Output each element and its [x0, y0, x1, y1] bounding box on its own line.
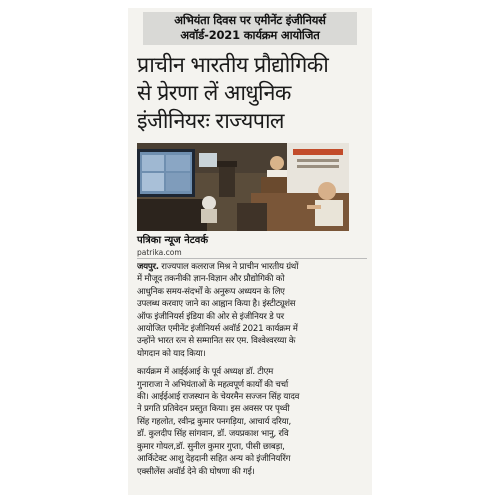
article-line: ऑफ इंजीनियर्स इंडिया की ओर से इंजीनियर डे पर — [137, 311, 284, 322]
article-line: आधुनिक समय-संदर्भों के अनुरूप अध्ययन के लिए — [137, 286, 285, 297]
news-photo — [137, 143, 349, 231]
article-paragraph-2 — [137, 366, 367, 478]
headline — [137, 52, 369, 136]
divider — [137, 258, 367, 259]
headline-line-2: से प्रेरणा लें आधुनिक — [137, 81, 291, 106]
event-photo-illustration — [137, 143, 349, 231]
kicker-line-1: अभियंता दिवस पर एमीनेंट इंजीनियर्स — [174, 13, 326, 27]
article-line: गुनाराजा ने अभियंताओं के महत्वपूर्ण कार्यों की चर्चा — [137, 379, 288, 390]
kicker-line-2: अवॉर्ड-2021 कार्यक्रम आयोजित — [180, 28, 320, 42]
article-line: ने प्रगति प्रतिवेदन प्रस्तुत किया। इस अवसर पर पृथ्वी — [137, 404, 290, 415]
article-line: सिंह गहलोत, रवीन्द्र कुमार पनगड़िया, आचार्य दरिया, — [137, 416, 291, 427]
article-line: योगदान को याद किया। — [137, 348, 206, 359]
dateline: जयपुर. — [137, 262, 159, 272]
byline: पत्रिका न्यूज नेटवर्क — [137, 235, 209, 246]
article-line: की। आईईआई राजस्थान के चेयरमैन सज्जन सिंह यादव — [137, 392, 300, 403]
article-paragraph-1 — [137, 261, 367, 360]
article-line: डॉ. कुलदीप सिंह सांगवान, डॉ. जयप्रकाश भानु, रवि — [137, 429, 289, 440]
headline-line-3: इंजीनियरः राज्यपाल — [137, 109, 284, 134]
article-line: कुमार गोयल,डॉ. सुनील कुमार गुप्ता, पीसी छाबड़ा, — [137, 441, 285, 452]
article-line: आयोजित एमीनेंट इंजीनियर्स अवॉर्ड 2021 कार्यक्रम में — [137, 324, 298, 335]
article-line: में मौजूद तकनीकी ज्ञान-विज्ञान और प्रौद्योगिकी को — [137, 274, 285, 285]
article-line: आर्किटेक्ट आशु देहदानी सहित अन्य को इंजीनियरिंग — [137, 454, 291, 465]
article-line: कार्यक्रम में आईईआई के पूर्व अध्यक्ष डॉ. टीएम — [137, 367, 273, 378]
article-line: उपलब्ध करवाए जाने का आह्वान किया है। इंस्टीट्यूशंस — [137, 299, 296, 310]
kicker-banner — [143, 12, 357, 45]
article-line: एक्सीलेंस अवॉर्ड देने की घोषणा की गई। — [137, 466, 255, 477]
article-line: उन्होंने भारत रत्न से सम्मानित सर एम. विश्वेश्वरय्या के — [137, 336, 296, 347]
byline-website: patrika.com — [137, 248, 182, 257]
article-body — [137, 261, 367, 478]
article-line: जयपुर. राज्यपाल कलराज मिश्र ने प्राचीन भारतीय ग्रंथों — [137, 262, 299, 272]
headline-line-1: प्राचीन भारतीय प्रौद्योगिकी — [137, 53, 329, 78]
